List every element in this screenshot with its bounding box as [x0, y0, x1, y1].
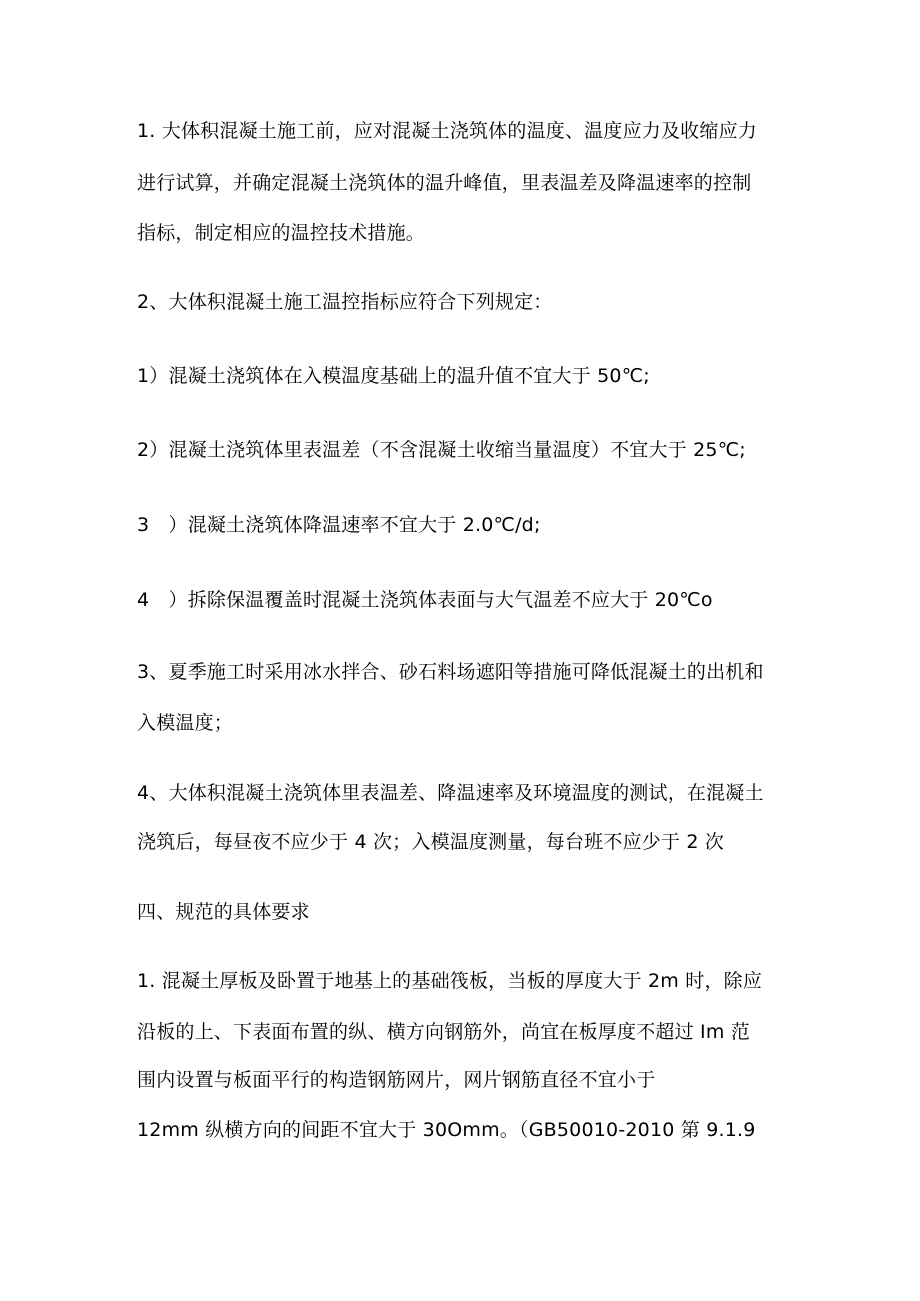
- p2-heading: 2、大体积混凝土施工温控指标应符合下列规定：: [137, 291, 553, 313]
- p6-line-4: 12mm 纵横方向的间距不宜大于 30Omm。（GB50010-2010 第 9.1.9: [137, 1119, 756, 1141]
- p6-line-2: 沿板的上、下表面布置的纵、横方向钢筋外，尚宜在板厚度不超过 Im 范: [137, 1021, 750, 1043]
- p1-line-1: 1. 大体积混凝土施工前，应对混凝土浇筑体的温度、温度应力及收缩应力: [137, 120, 757, 142]
- p1-line-3: 指标，制定相应的温控技术措施。: [137, 222, 426, 244]
- p4-line-2: 浇筑后，每昼夜不应少于 4 次；入模温度测量，每台班不应少于 2 次: [137, 831, 725, 853]
- rule-item-1: 1）混凝土浇筑体在入模温度基础上的温升值不宜大于 50℃;: [137, 365, 650, 387]
- section-heading: 四、规范的具体要求: [137, 901, 310, 923]
- p3-line-1: 3、夏季施工时采用冰水拌合、砂石料场遮阳等措施可降低混凝土的出机和: [137, 661, 764, 683]
- p4-line-1: 4、大体积混凝土浇筑体里表温差、降温速率及环境温度的测试，在混凝土: [137, 782, 764, 804]
- p6-line-1: 1. 混凝土厚板及卧置于地基上的基础筏板，当板的厚度大于 2m 时，除应: [137, 970, 763, 992]
- p3-line-2: 入模温度；: [137, 712, 234, 734]
- p1-line-2: 进行试算，并确定混凝土浇筑体的温升峰值，里表温差及降温速率的控制: [137, 172, 752, 194]
- rule-item-4: 4 ）拆除保温覆盖时混凝土浇筑体表面与大气温差不应大于 20℃o: [137, 589, 713, 611]
- rule-item-2: 2）混凝土浇筑体里表温差（不含混凝土收缩当量温度）不宜大于 25℃;: [137, 439, 746, 461]
- p6-line-3: 围内设置与板面平行的构造钢筋网片，网片钢筋直径不宜小于: [137, 1069, 656, 1091]
- rule-item-3: 3 ）混凝土浇筑体降温速率不宜大于 2.0℃/d;: [137, 514, 541, 536]
